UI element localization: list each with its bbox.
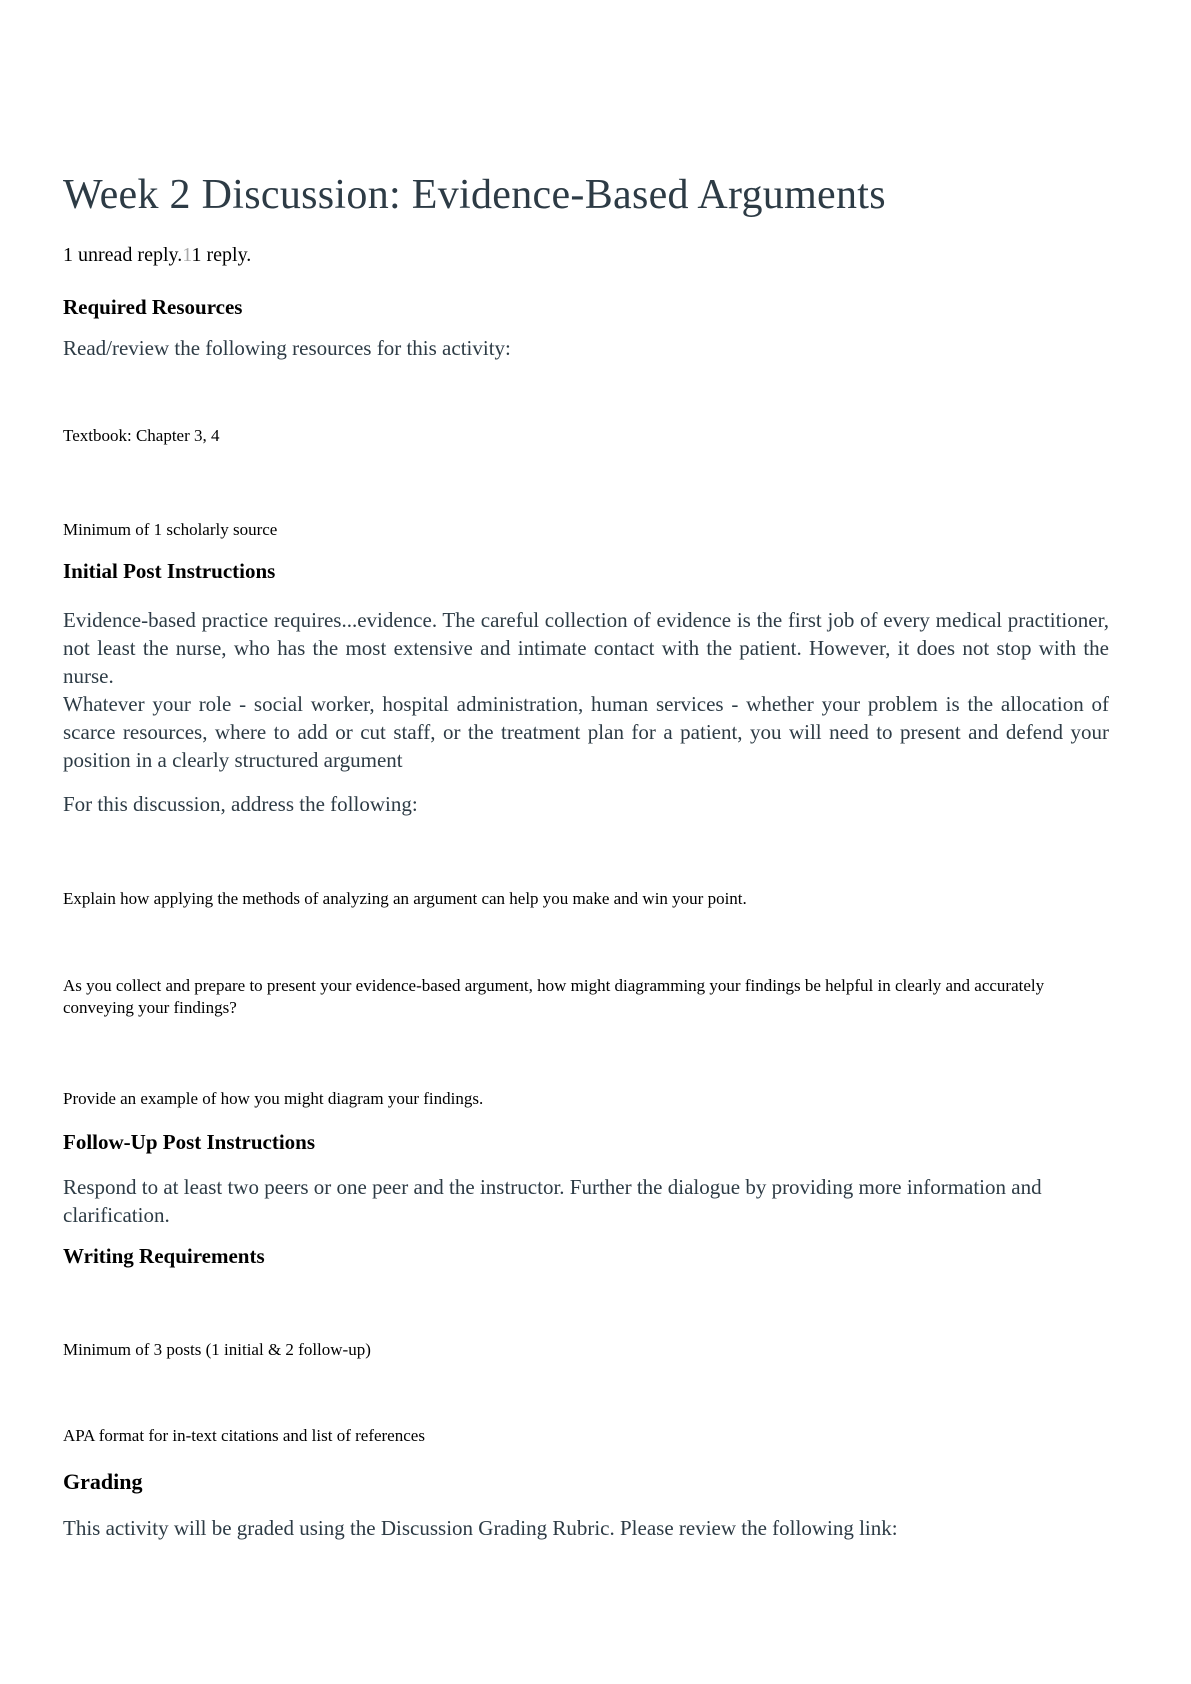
section-heading-required-resources: Required Resources [63, 295, 243, 319]
follow-up-body: Respond to at least two peers or one peer and the instructor. Further the dialogue by providing more information and clarification. [63, 1175, 1042, 1227]
initial-post-prompt: For this discussion, address the following: [63, 792, 418, 816]
total-reply-count: 1 reply. [191, 244, 252, 266]
initial-post-paragraph-part-1: Evidence-based practice requires...evidence. The careful collection of evidence is the first job of every medical practitioner, not least the nurse, who has the most extensive and intimate contact with the patient. However, it does not stop with the nurse. [63, 608, 1109, 688]
list-item-explain-methods: Explain how applying the methods of analyzing an argument can help you make and win your point. [63, 889, 747, 908]
section-heading-grading: Grading [63, 1469, 143, 1494]
section-heading-follow-up: Follow-Up Post Instructions [63, 1130, 316, 1154]
reply-summary [63, 243, 251, 267]
required-resources-intro: Read/review the following resources for this activity: [63, 336, 511, 360]
list-item-apa-format: APA format for in-text citations and list of references [63, 1426, 425, 1445]
initial-post-paragraph [63, 606, 1109, 774]
list-item-textbook: Textbook: Chapter 3, 4 [63, 426, 220, 445]
list-item-diagramming-findings: As you collect and prepare to present your evidence-based argument, how might diagramming your findings be helpful in clearly and accurately conveying your findings? [63, 976, 1045, 1017]
list-item-scholarly-source: Minimum of 1 scholarly source [63, 520, 278, 539]
section-heading-initial-post: Initial Post Instructions [63, 559, 276, 583]
initial-post-paragraph-part-2: Whatever your role - social worker, hospital administration, human services - whether your problem is the allocation of scarce resources, where to add or cut staff, or the treatment plan for a patient, you will need to present and defend your position in a clearly structured argument [63, 692, 1109, 772]
reply-summary-muted-digit: 1 [182, 244, 192, 266]
section-heading-writing-requirements: Writing Requirements [63, 1244, 265, 1268]
list-item-minimum-posts: Minimum of 3 posts (1 initial & 2 follow-up) [63, 1340, 371, 1359]
list-item-diagram-example: Provide an example of how you might diagram your findings. [63, 1089, 484, 1108]
unread-reply-count: 1 unread reply. [63, 244, 183, 266]
grading-body: This activity will be graded using the Discussion Grading Rubric. Please review the following link: [63, 1516, 898, 1540]
page-title: Week 2 Discussion: Evidence-Based Arguments [63, 172, 886, 218]
